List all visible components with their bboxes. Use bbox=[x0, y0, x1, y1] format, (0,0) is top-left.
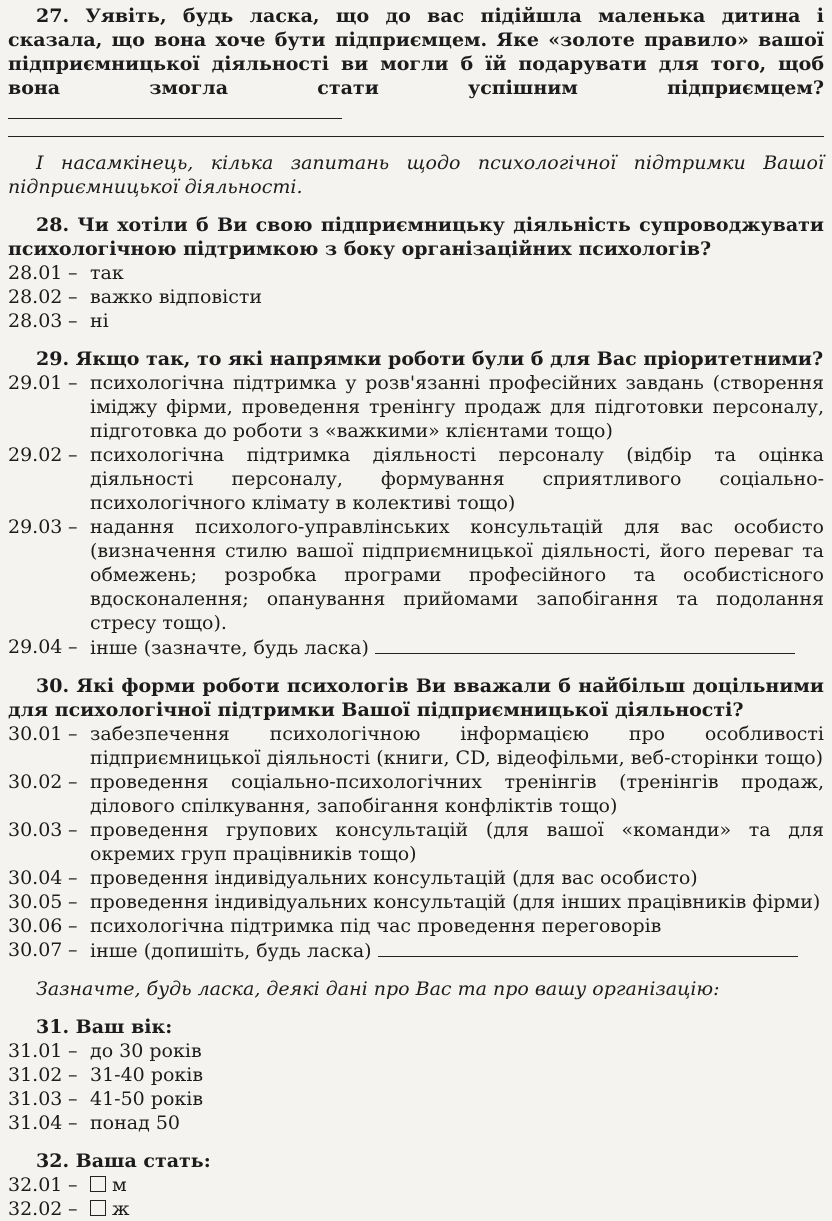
option-30-05[interactable]: 30.05 – проведення індивідуальних консультацій (для інших працівників фірми) bbox=[8, 891, 821, 913]
option-30-02[interactable]: 30.02 – проведення соціально-психологічних тренінгів (тренінгів продаж, ділового спілкування, запобігання конфліктів тощо) bbox=[8, 771, 824, 817]
intro-about-you: Зазначте, будь ласка, деякі дані про Вас та про вашу організацію: bbox=[36, 978, 720, 1000]
option-30-06[interactable]: 30.06 – психологічна підтримка під час проведення переговорів bbox=[8, 915, 662, 937]
option-29-04[interactable]: 29.04 – інше (зазначте, будь ласка) bbox=[8, 635, 824, 660]
checkbox-male[interactable] bbox=[90, 1176, 106, 1192]
option-31-01[interactable]: 31.01 – до 30 років bbox=[8, 1040, 202, 1062]
question-31: 31. Ваш вік: bbox=[36, 1016, 173, 1038]
option-30-01[interactable]: 30.01 – забезпечення психологічною інформацією про особливості підприємницької діяльності (книги, CD, відеофільми, веб-сторінки тощо) bbox=[8, 723, 824, 769]
intro-psychological-support: І насамкінець, кілька запитань щодо психологічної підтримки Вашої підприємницької діяльності. bbox=[8, 152, 824, 198]
question-30: 30. Які форми роботи психологів Ви вважали б найбільш доцільними для психологічної підтримки Вашої підприємницької діяльності? bbox=[8, 675, 824, 721]
option-28-01[interactable]: 28.01 – так bbox=[8, 262, 124, 284]
answer-line-30-07[interactable] bbox=[378, 938, 798, 957]
question-27-text: 27. Уявіть, будь ласка, що до вас підійшла маленька дитина і сказала, що вона хоче бути підприємцем. Яке «золоте правило» вашої підприємницької діяльності ви могли б їй подарувати для того, щоб вона змогла стати успішним підприємцем? bbox=[8, 5, 824, 99]
questionnaire-page bbox=[8, 4, 824, 1221]
option-31-04[interactable]: 31.04 – понад 50 bbox=[8, 1112, 181, 1134]
option-28-03[interactable]: 28.03 – ні bbox=[8, 310, 109, 332]
checkbox-female[interactable] bbox=[90, 1200, 106, 1216]
question-28: 28. Чи хотіли б Ви свою підприємницьку діяльність супроводжувати психологічною підтримкою з боку організаційних психологів? bbox=[8, 214, 824, 260]
option-32-01[interactable]: 32.01 – м bbox=[8, 1174, 127, 1196]
question-29: 29. Якщо так, то які напрямки роботи були б для Вас пріоритетними? bbox=[36, 348, 824, 370]
answer-line-29-04[interactable] bbox=[375, 635, 795, 654]
question-32: 32. Ваша стать: bbox=[36, 1150, 211, 1172]
option-30-03[interactable]: 30.03 – проведення групових консультацій (для вашої «команди» та для окремих груп працівників тощо) bbox=[8, 819, 824, 865]
option-29-01[interactable]: 29.01 – психологічна підтримка у розв'язанні професійних завдань (створення іміджу фірми, проведення тренінгу продаж для підготовки персоналу, підготовка до роботи з «важкими» клієнтами тощо) bbox=[8, 372, 824, 442]
option-29-02[interactable]: 29.02 – психологічна підтримка діяльності персоналу (відбір та оцінка діяльності персоналу, формування сприятливого соціально-психологічного клімату в колективі тощо) bbox=[8, 444, 824, 514]
option-29-03[interactable]: 29.03 – надання психолого-управлінських консультацій для вас особисто (визначення стилю вашої підприємницької діяльності, його переваг та обмежень; розробка програми професійного та особистісного вдосконалення; опанування прийомами запобігання та подолання стресу тощо). bbox=[8, 516, 824, 634]
option-32-02[interactable]: 32.02 – ж bbox=[8, 1198, 130, 1220]
option-30-04[interactable]: 30.04 – проведення індивідуальних консультацій (для вас особисто) bbox=[8, 867, 698, 889]
question-27 bbox=[8, 4, 824, 125]
option-30-07[interactable]: 30.07 – інше (допишіть, будь ласка) bbox=[8, 938, 824, 963]
option-31-02[interactable]: 31.02 – 31-40 років bbox=[8, 1064, 204, 1086]
answer-line-27[interactable] bbox=[8, 100, 342, 119]
option-28-02[interactable]: 28.02 – важко відповісти bbox=[8, 286, 263, 308]
option-31-03[interactable]: 31.03 – 41-50 років bbox=[8, 1088, 204, 1110]
